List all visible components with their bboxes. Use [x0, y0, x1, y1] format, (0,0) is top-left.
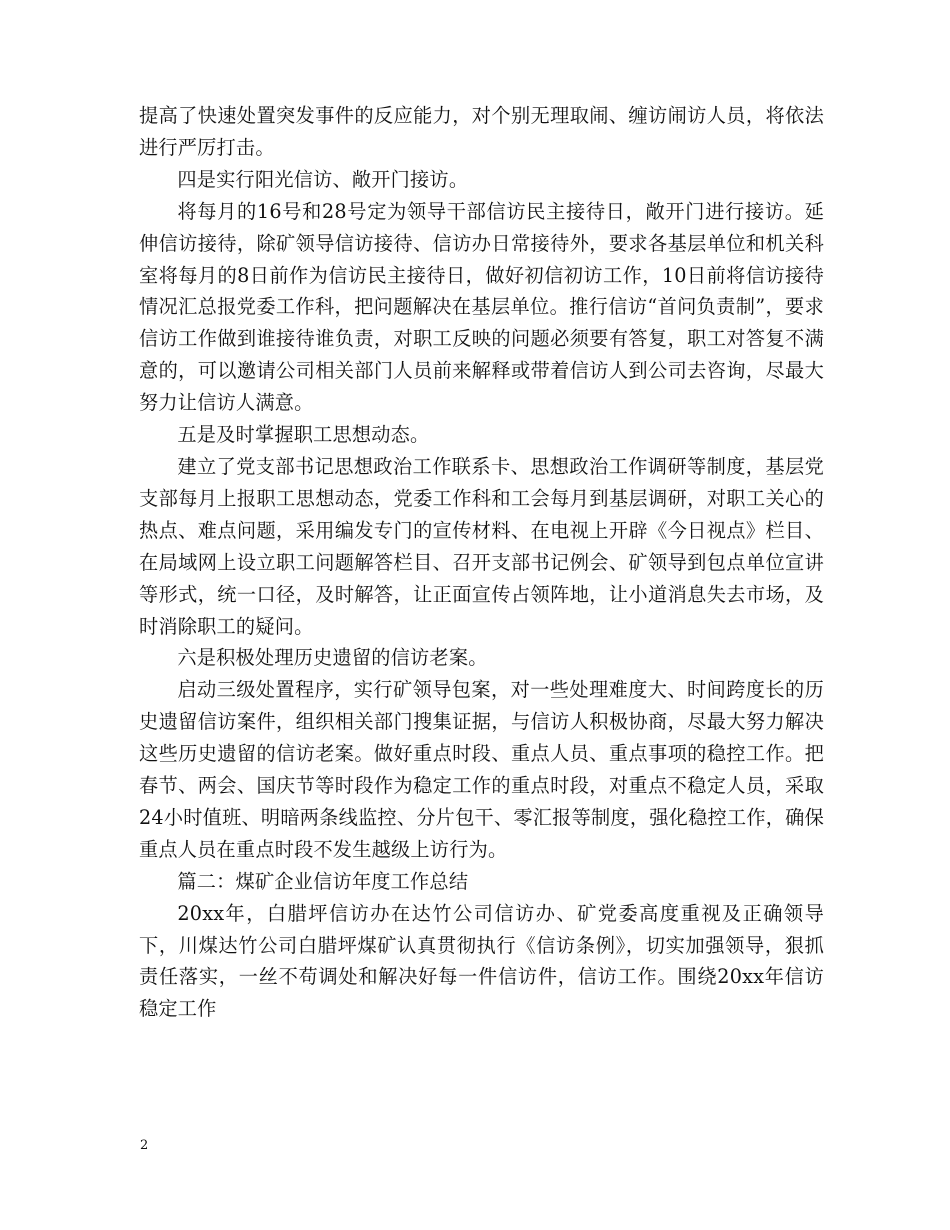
section-title-part-two: 篇二：煤矿企业信访年度工作总结	[177, 869, 469, 893]
paragraph-reception-days: 将每月的16号和28号定为领导干部信访民主接待日，敞开门进行接访。延伸信访接待，除矿领导信访接待、信访办日常接待外，要求各基层单位和机关科室将每月的8日前作为信访民主接待日，做好初信初访工作，10日前将信访接待情况汇总报党委工作科，把问题解决在基层单位。推行信访“首问负责制”，要求信访工作做到谁接待谁负责，对职工反映的问题必须要有答复，职工对答复不满意的，可以邀请公司相关部门人员前来解释或带着信访人到公司去咨询，尽最大努力让信访人满意。	[139, 199, 824, 415]
page-number: 2	[140, 1138, 149, 1153]
paragraph-annual-summary: 20xx年，白腊坪信访办在达竹公司信访办、矿党委高度重视及正确领导下，川煤达竹公司白腊坪煤矿认真贯彻执行《信访条例》，切实加强领导，狠抓责任落实，一丝不苟调处和解决好每一件信访件，信访工作。围绕20xx年信访稳定工作	[139, 901, 824, 1021]
paragraph-party-branch-system: 建立了党支部书记思想政治工作联系卡、思想政治工作调研等制度，基层党支部每月上报职工思想动态，党委工作科和工会每月到基层调研，对职工关心的热点、难点问题，采用编发专门的宣传材料、在电视上开辟《今日视点》栏目、在局域网上设立职工问题解答栏目、召开支部书记例会、矿领导到包点单位宣讲等形式，统一口径，及时解答，让正面宣传占领阵地，让小道消息失去市场，及时消除职工的疑问。	[139, 454, 824, 638]
heading-four-sunshine-petition: 四是实行阳光信访、敞开门接访。	[177, 167, 469, 191]
paragraph-continued: 提高了快速处置突发事件的反应能力，对个别无理取闹、缠访闹访人员，将依法进行严厉打击。	[139, 104, 824, 159]
paragraph-three-level-handling: 启动三级处置程序，实行矿领导包案，对一些处理难度大、时间跨度长的历史遗留信访案件，组织相关部门搜集证据，与信访人积极协商，尽最大努力解决这些历史遗留的信访老案。做好重点时段、重点人员、重点事项的稳控工作。把春节、两会、国庆节等时段作为稳定工作的重点时段，对重点不稳定人员，采取24小时值班、明暗两条线监控、分片包干、零汇报等制度，强化稳控工作，确保重点人员在重点时段不发生越级上访行为。	[139, 678, 824, 861]
heading-five-employee-thinking: 五是及时掌握职工思想动态。	[177, 423, 430, 447]
document-body	[139, 100, 824, 1025]
heading-six-legacy-cases: 六是积极处理历史遗留的信访老案。	[177, 646, 488, 670]
